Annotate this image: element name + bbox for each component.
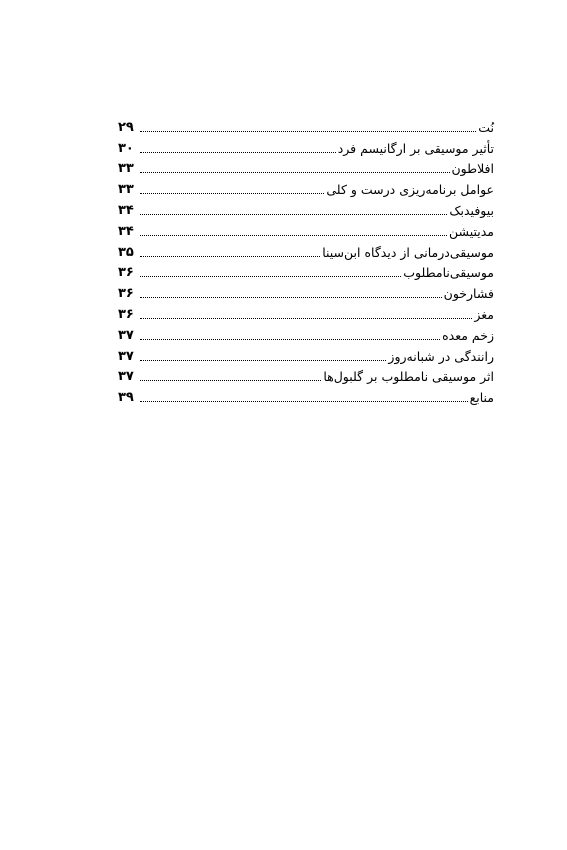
toc-entry-page-number: ۳۷ [118, 327, 134, 343]
toc-entry [118, 239, 494, 260]
dot-leader [140, 131, 476, 132]
dot-leader [140, 297, 442, 298]
dot-leader [140, 235, 447, 236]
toc-entry-page-number: ۳۴ [118, 223, 134, 239]
toc-entry-page-number: ۳۷ [118, 348, 134, 364]
toc-entry-page-number: ۳۶ [118, 265, 134, 281]
toc-entry [118, 176, 494, 197]
toc-entry-title: زخم معده [442, 327, 494, 343]
toc-entry-page-number: ۳۶ [118, 286, 134, 302]
toc-entry-title: موسیقی‌درمانی از دیدگاه ابن‌سینا [322, 244, 494, 260]
toc-entry [118, 343, 494, 364]
toc-entry-title: اثر موسیقی نامطلوب بر گلبول‌ها [323, 369, 494, 385]
toc-entry-page-number: ۳۳ [118, 182, 134, 198]
dot-leader [140, 172, 450, 173]
toc-entry-title: مغز [474, 306, 494, 322]
toc-entry-title: رانندگی در شبانه‌روز [388, 348, 494, 364]
toc-entry-page-number: ۳۵ [118, 244, 134, 260]
toc-entry-page-number: ۲۹ [118, 119, 134, 135]
toc-entry-title: فشارخون [443, 286, 494, 302]
dot-leader [140, 276, 401, 277]
dot-leader [140, 152, 336, 153]
toc-entry [118, 364, 494, 385]
toc-entry [118, 114, 494, 135]
table-of-contents [118, 114, 494, 405]
toc-entry-page-number: ۳۳ [118, 161, 134, 177]
dot-leader [140, 339, 440, 340]
dot-leader [140, 193, 324, 194]
toc-entry-title: عوامل برنامه‌ریزی درست و کلی [326, 182, 494, 198]
toc-entry-title: افلاطون [451, 161, 494, 177]
dot-leader [140, 214, 447, 215]
toc-entry-title: منابع [469, 390, 494, 406]
toc-entry [118, 322, 494, 343]
toc-entry-page-number: ۳۷ [118, 369, 134, 385]
toc-entry-page-number: ۳۰ [118, 140, 134, 156]
toc-entry-title: نُت [478, 119, 494, 135]
toc-entry [118, 260, 494, 281]
toc-entry [118, 135, 494, 156]
toc-entry [118, 384, 494, 405]
toc-entry [118, 156, 494, 177]
dot-leader [140, 360, 386, 361]
toc-entry [118, 197, 494, 218]
toc-entry-page-number: ۳۶ [118, 306, 134, 322]
toc-entry [118, 218, 494, 239]
toc-entry [118, 280, 494, 301]
toc-entry-page-number: ۳۹ [118, 390, 134, 406]
toc-entry-title: موسیقی‌نامطلوب [403, 265, 494, 281]
toc-entry [118, 301, 494, 322]
toc-entry-title: تأثیر موسیقی بر ارگانیسم فرد [337, 140, 494, 156]
toc-entry-title: بیوفیدبک [449, 202, 494, 218]
toc-entry-page-number: ۳۴ [118, 202, 134, 218]
dot-leader [140, 401, 468, 402]
toc-entry-title: مدیتیشن [449, 223, 494, 239]
dot-leader [140, 318, 472, 319]
dot-leader [140, 380, 321, 381]
dot-leader [140, 256, 320, 257]
